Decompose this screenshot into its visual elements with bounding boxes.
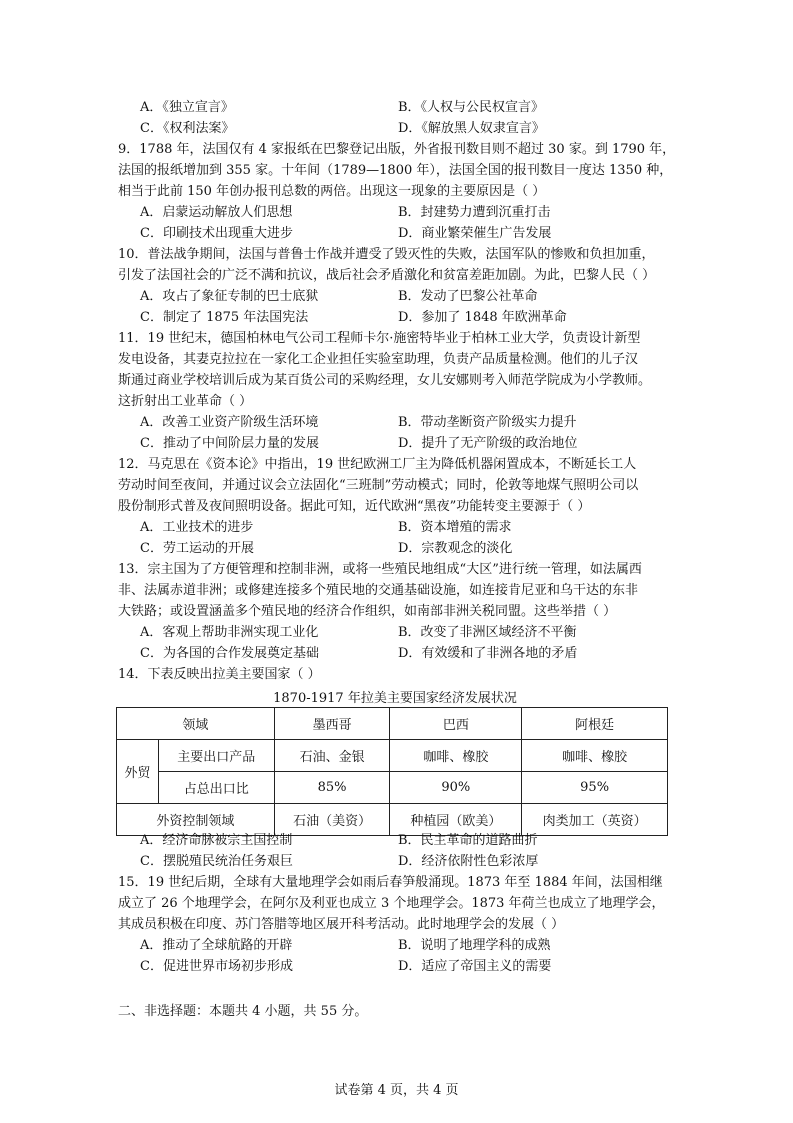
q15-stem-line: 成立了 26 个地理学会，在阿尔及利亚也成立 3 个地理学会。1873 年荷兰也成立了地理学会， [118,896,665,911]
q13-option-d: D．有效缓和了非洲各地的矛盾 [398,646,578,661]
q10-stem-line: 10．普法战争期间，法国与普鲁士作战并遭受了毁灭性的失败，法国军队的惨败和负担加重， [118,247,655,262]
page-footer: 试卷第 4 页，共 4 页 [334,1083,459,1098]
table-header-row [117,708,668,740]
table-cell: 咖啡、橡胶 [522,740,668,772]
q9-stem-line: 法国的报纸增加到 355 家。十年间（1789—1800 年），法国全国的报刊数目一度达 1350 种， [118,163,673,178]
table-cell: 95% [522,772,668,804]
row-label: 占总出口比 [158,772,274,804]
q11-option-c: C．推动了中间阶层力量的发展 [140,436,319,451]
q12-stem-line: 劳动时间至夜间，并通过议会立法固化“三班制”劳动模式；同时，伦敦等地煤气照明公司以 [118,478,639,493]
q15-option-c: C．促进世界市场初步形成 [140,959,293,974]
table-caption: 1870-1917 年拉美主要国家经济发展状况 [273,691,517,706]
q11-option-a: A．改善工业资产阶级生活环境 [140,415,319,430]
q9-option-b: B．封建势力遭到沉重打击 [398,205,551,220]
q13-stem-line: 非、法属赤道非洲；或修建连接多个殖民地的交通基础设施，如连接肯尼亚和乌干达的东非 [118,583,639,598]
q12-option-d: D．宗教观念的淡化 [398,541,513,556]
q10-stem-line: 引发了法国社会的广泛不满和抗议，战后社会矛盾激化和贫富差距加剧。为此，巴黎人民（ ） [118,268,656,283]
q14-stem-line: 14．下表反映出拉美主要国家（ ） [118,667,321,682]
q13-option-c: C．为各国的合作发展奠定基础 [140,646,319,661]
q10-option-b: B．发动了巴黎公社革命 [398,289,538,304]
q11-stem-line: 11．19 世纪末，德国柏林电气公司工程师卡尔·施密特毕业于柏林工业大学，负责设计新型 [118,331,641,346]
q14-option-d: D．经济依附性色彩浓厚 [398,854,539,869]
table-cell: 咖啡、橡胶 [390,740,522,772]
header-field: 领域 [117,708,275,740]
q10-option-c: C．制定了 1875 年法国宪法 [140,310,309,325]
q15-option-a: A．推动了全球航路的开辟 [140,938,293,953]
header-brazil: 巴西 [390,708,522,740]
q9-option-a: A．启蒙运动解放人们思想 [140,205,293,220]
section-two-heading: 二、非选择题：本题共 4 小题，共 55 分。 [118,1004,368,1019]
economy-table [116,707,668,836]
table-cell: 90% [390,772,522,804]
table-cell: 85% [274,772,390,804]
q15-option-d: D．适应了帝国主义的需要 [398,959,552,974]
q9-option-c: C．印刷技术出现重大进步 [140,226,293,241]
q8-option-a: A．《独立宣言》 [140,100,234,115]
q12-option-a: A．工业技术的进步 [140,520,254,535]
table-cell: 石油（美资） [274,804,390,836]
table-row [117,740,668,772]
q15-option-b: B．说明了地理学科的成熟 [398,938,551,953]
q13-option-a: A．客观上帮助非洲实现工业化 [140,625,319,640]
q11-option-b: B．带动垄断资产阶级实力提升 [398,415,577,430]
table-cell: 种植园（欧美） [390,804,522,836]
q8-option-c: C．《权利法案》 [140,121,235,136]
trade-group-label: 外贸 [117,740,159,804]
q13-stem-line: 13．宗主国为了方便管理和控制非洲，或将一些殖民地组成“大区”进行统一管理，如法属西 [118,562,642,577]
q8-option-b: B．《人权与公民权宣言》 [398,100,545,115]
q13-option-b: B．改变了非洲区域经济不平衡 [398,625,577,640]
q14-option-b: B．民主革命的道路曲折 [398,833,538,848]
q11-stem-line: 发电设备，其妻克拉拉在一家化工企业担任实验室助理，负责产品质量检测。他们的儿子汉 [118,352,639,367]
q8-option-d: D．《解放黑人奴隶宣言》 [398,121,545,136]
header-mexico: 墨西哥 [274,708,390,740]
q9-stem-line: 9．1788 年，法国仅有 4 家报纸在巴黎登记出版，外省报刊数目则不超过 30 家。到 1790 年， [118,142,676,157]
q11-stem-line: 这折射出工业革命（ ） [118,394,253,409]
q12-option-b: B．资本增殖的需求 [398,520,512,535]
header-argentina: 阿根廷 [522,708,668,740]
q10-option-a: A．攻占了象征专制的巴士底狱 [140,289,319,304]
row-label: 主要出口产品 [158,740,274,772]
q12-option-c: C．劳工运动的开展 [140,541,254,556]
q15-stem-line: 15．19 世纪后期，全球有大量地理学会如雨后春笋般涌现。1873 年至 1884 年间，法国相继 [118,875,663,890]
q13-stem-line: 大铁路；或设置涵盖多个殖民地的经济合作组织，如南部非洲关税同盟。这些举措（ ） [118,604,617,619]
q9-stem-line: 相当于此前 150 年创办报刊总数的两倍。出现这一现象的主要原因是（ ） [118,184,546,199]
q12-stem-line: 12．马克思在《资本论》中指出，19 世纪欧洲工厂主为降低机器闲置成本，不断延长工人 [118,457,637,472]
table-row [117,772,668,804]
q10-option-d: D．参加了 1848 年欧洲革命 [398,310,567,325]
q14-option-a: A．经济命脉被宗主国控制 [140,833,293,848]
q14-option-c: C．摆脱殖民统治任务艰巨 [140,854,293,869]
q12-stem-line: 股份制形式普及夜间照明设备。据此可知，近代欧洲“黑夜”功能转变主要源于（ ） [118,499,591,514]
table-cell: 石油、金银 [274,740,390,772]
row-label: 外资控制领域 [117,804,275,836]
q11-option-d: D．提升了无产阶级的政治地位 [398,436,578,451]
table-cell: 肉类加工（英资） [522,804,668,836]
q15-stem-line: 其成员积极在印度、苏门答腊等地区展开科考活动。此时地理学会的发展（ ） [118,917,565,932]
q9-option-d: D．商业繁荣催生广告发展 [398,226,552,241]
q11-stem-line: 斯通过商业学校培训后成为某百货公司的采购经理，女儿安娜则考入师范学院成为小学教师。 [118,373,652,388]
